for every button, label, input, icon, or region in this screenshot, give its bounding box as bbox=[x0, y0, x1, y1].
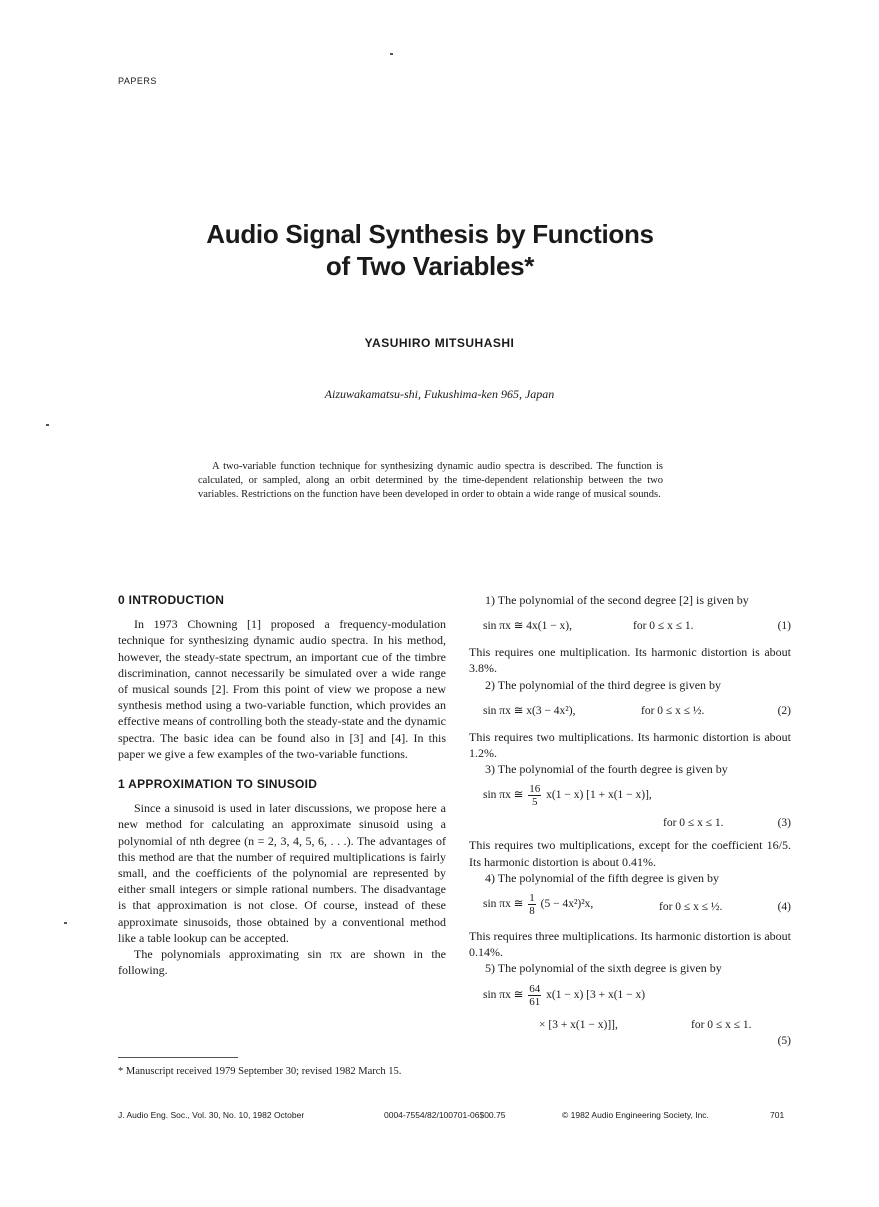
equation-4-denominator: 8 bbox=[529, 905, 535, 918]
approx-paragraph-2: The polynomials approximating sin πx are shown in the following. bbox=[118, 947, 446, 978]
intro-paragraph: In 1973 Chowning [1] proposed a frequency-modulation technique for synthesizing dynamic audio spectra. In his method, however, the steady-state spectrum, an important cue of the timbre discrimination, cannot necessarily be simulated over a wide range of musical sounds [2]. From this point of view we propose a new synthesis method using a two-variable function, which provides an effective means of controlling both the steady-state and the dynamic spectra. The basic idea can be found also in [3] and [4]. In this paper we give a few examples of the two-variable functions. bbox=[118, 617, 447, 761]
equation-5-number-row bbox=[469, 1033, 791, 1047]
right-column bbox=[469, 592, 791, 1047]
approx-heading: 1 APPROXIMATION TO SINUSOID bbox=[118, 777, 318, 792]
approx-paragraph-1: Since a sinusoid is used in later discussions, we propose here a new method for calculating an approximate sinusoid using a polynomial of nth degree (n = 2, 3, 4, 5, 6, . . .). The advantages of this method are that the number of required multiplications is fairly small, and the coefficients of the polynomial are represented by either small integers or simple rational numbers. The disadvantage is that approximation is not close. Of course, instead of these approximate sinusoids, those obtained by a conventional method like a table lookup can be accepted. bbox=[118, 801, 446, 945]
equation-3 bbox=[483, 783, 791, 813]
scan-speck bbox=[390, 53, 393, 55]
section-label: PAPERS bbox=[118, 76, 157, 86]
footer-journal: J. Audio Eng. Soc., Vol. 30, No. 10, 1982 October bbox=[118, 1110, 305, 1120]
equation-5-continuation: × [3 + x(1 − x)]], bbox=[539, 1018, 618, 1031]
right-paragraph-4: This requires two multiplications. Its harmonic distortion is about 1.2%. bbox=[469, 729, 791, 761]
right-paragraph-8: This requires three multiplications. Its harmonic distortion is about 0.14%. bbox=[469, 929, 791, 960]
equation-3-denominator: 5 bbox=[532, 796, 538, 809]
equation-4-number: (4) bbox=[777, 901, 791, 914]
intro-heading: 0 INTRODUCTION bbox=[118, 593, 225, 607]
footer-code: 0004-7554/82/100701-06$00.75 bbox=[384, 1110, 506, 1120]
equation-1-number: (1) bbox=[777, 620, 791, 633]
equation-5-condition: for 0 ≤ x ≤ 1. bbox=[691, 1018, 752, 1031]
right-paragraph-2: This requires one multiplication. Its harmonic distortion is about 3.8%. bbox=[469, 645, 791, 676]
equation-4-lhs: sin πx ≅ bbox=[483, 898, 524, 911]
equation-4-rhs: (5 − 4x²)²x, bbox=[540, 898, 594, 911]
equation-5-numerator: 64 bbox=[529, 982, 541, 995]
equation-4-fraction bbox=[528, 892, 536, 917]
right-paragraph-3: 2) The polynomial of the third degree is given by bbox=[485, 677, 722, 692]
equation-3-lhs: sin πx ≅ bbox=[483, 789, 524, 802]
equation-2-expression: sin πx ≅ x(3 − 4x²), bbox=[483, 704, 576, 717]
equation-1-condition: for 0 ≤ x ≤ 1. bbox=[633, 620, 694, 633]
equation-3-rhs: x(1 − x) [1 + x(1 − x)], bbox=[546, 789, 652, 802]
equation-5-fraction bbox=[528, 983, 541, 1008]
equation-2-number: (2) bbox=[777, 704, 791, 717]
equation-4-condition: for 0 ≤ x ≤ ½. bbox=[659, 901, 723, 914]
footnote: * Manuscript received 1979 September 30; revised 1982 March 15. bbox=[118, 1066, 402, 1077]
equation-1 bbox=[483, 618, 791, 634]
right-paragraph-6: This requires two multiplications, except for the coefficient 16/5. Its harmonic distortion is about 0.41%. bbox=[469, 838, 791, 869]
equation-3-condition: for 0 ≤ x ≤ 1. bbox=[663, 817, 724, 830]
equation-5-rhs: x(1 − x) [3 + x(1 − x) bbox=[546, 988, 646, 1001]
author-affiliation: Aizuwakamatsu-shi, Fukushima-ken 965, Japan bbox=[324, 387, 555, 401]
equation-2 bbox=[483, 703, 791, 719]
equation-5-lhs: sin πx ≅ bbox=[483, 988, 524, 1001]
author-name: YASUHIRO MITSUHASHI bbox=[364, 336, 515, 350]
right-paragraph-9: 5) The polynomial of the sixth degree is given by bbox=[485, 961, 722, 976]
left-column bbox=[118, 592, 446, 978]
equation-5-denominator: 61 bbox=[529, 995, 541, 1008]
title-line-2: of Two Variables* bbox=[325, 251, 535, 281]
equation-3-numerator: 16 bbox=[529, 783, 541, 796]
equation-5 bbox=[483, 983, 791, 1013]
footer-page-number: 701 bbox=[770, 1110, 785, 1120]
scan-speck bbox=[46, 424, 49, 426]
footer-copyright: © 1982 Audio Engineering Society, Inc. bbox=[562, 1110, 709, 1120]
paper-title bbox=[150, 218, 710, 282]
equation-3-fraction bbox=[528, 783, 541, 808]
footnote-rule bbox=[118, 1057, 238, 1058]
right-paragraph-1: 1) The polynomial of the second degree [2] is given by bbox=[485, 593, 749, 607]
equation-5-line-2 bbox=[469, 1017, 791, 1033]
equation-1-expression: sin πx ≅ 4x(1 − x), bbox=[483, 620, 573, 633]
right-paragraph-5: 3) The polynomial of the fourth degree is given by bbox=[485, 762, 728, 777]
equation-4-numerator: 1 bbox=[529, 892, 535, 905]
equation-4 bbox=[483, 892, 791, 922]
abstract-text: A two-variable function technique for synthesizing dynamic audio spectra is described. The function is calculated, or sampled, along an orbit determined by the time-dependent relationship between the two variables. Restrictions on the function have been developed in order to obtain a wide range of musical sounds. bbox=[198, 461, 663, 500]
title-line-1: Audio Signal Synthesis by Functions bbox=[206, 219, 654, 249]
equation-5-number: (5) bbox=[777, 1034, 791, 1047]
equation-3-number: (3) bbox=[777, 817, 791, 830]
right-paragraph-7: 4) The polynomial of the fifth degree is given by bbox=[485, 870, 720, 885]
scan-speck bbox=[64, 922, 67, 924]
equation-2-condition: for 0 ≤ x ≤ ½. bbox=[641, 704, 705, 717]
equation-3-line-2 bbox=[469, 815, 791, 831]
abstract bbox=[198, 460, 663, 502]
